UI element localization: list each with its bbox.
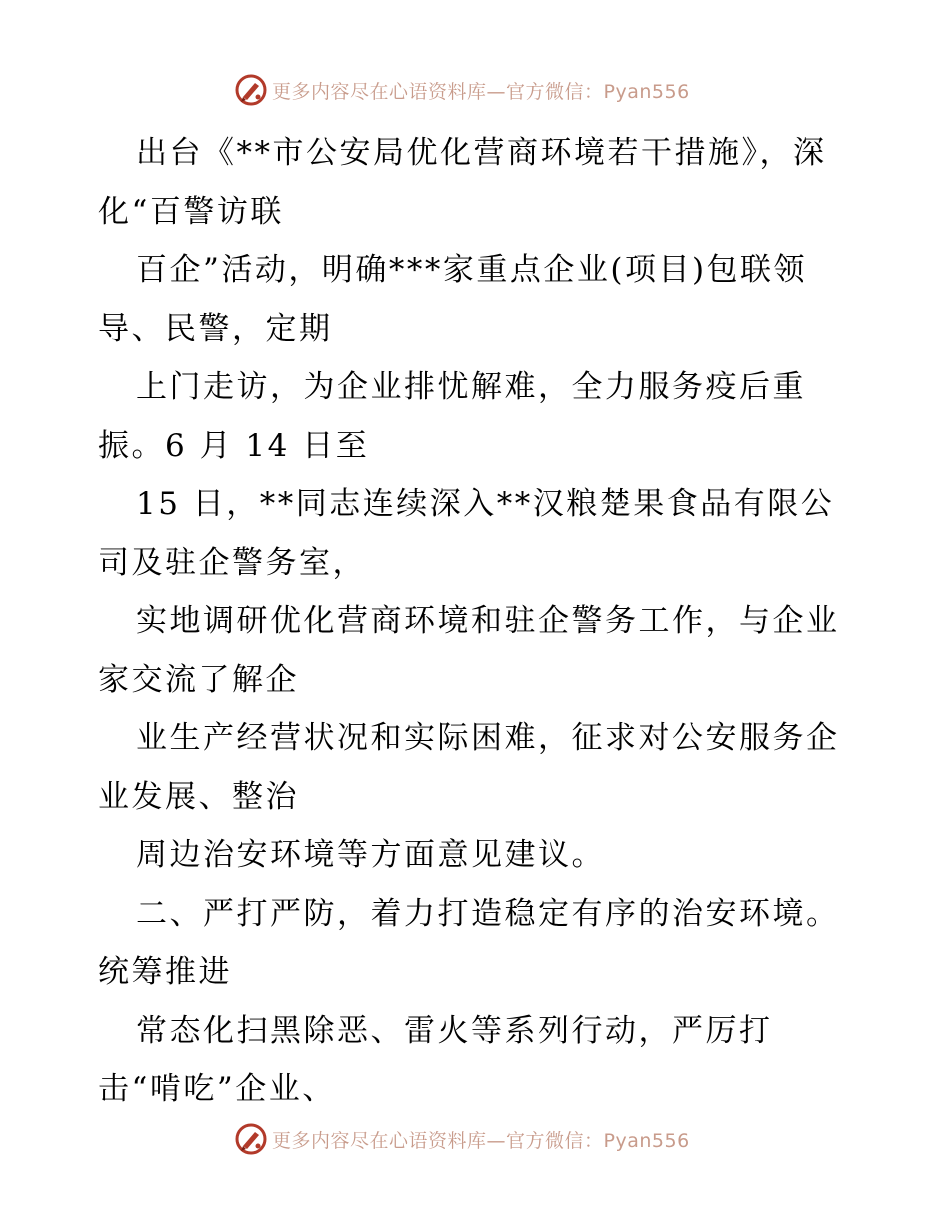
watermark-text: 更多内容尽在心语资料库—官方微信：Pyan556 [272,1129,690,1152]
text-line: 周边治安环境等方面意见建议。 [136,837,605,873]
text-line: 业发展、整治 [98,778,299,815]
text-line: 振。6 月 14 日至 [98,427,370,464]
text-line: 导、民警，定期 [98,310,333,347]
watermark-footer [234,1121,690,1157]
watermark-text: 更多内容尽在心语资料库—官方微信：Pyan556 [272,80,690,103]
text-line: 业生产经营状况和实际困难，征求对公安服务企 [136,720,840,756]
text-line: 实地调研优化营商环境和驻企警务工作，与企业 [136,603,840,639]
text-line: 常态化扫黑除恶、雷火等系列行动，严厉打 [136,1012,773,1049]
text-line: 上门走访，为企业排忧解难，全力服务疫后重 [136,369,806,405]
document-body [98,124,868,1119]
brush-pen-logo-icon [234,73,268,107]
text-line: 击“啃吃”企业、 [98,1071,336,1107]
text-line: 百企”活动，明确***家重点企业(项目)包联领 [136,252,808,288]
text-line: 司及驻企警务室， [98,544,366,581]
text-line: 出台《**市公安局优化营商环境若干措施》，深 [136,135,827,171]
text-line: 化“百警访联 [98,193,284,230]
text-line: 家交流了解企 [98,661,299,698]
text-line: 15 日，**同志连续深入**汉粮楚果食品有限公 [136,486,835,522]
text-line: 二、严打严防，着力打造稳定有序的治安环境。 [136,895,840,932]
text-line: 统筹推进 [98,954,232,990]
brush-pen-logo-icon [234,1122,268,1156]
watermark-header [234,72,690,108]
